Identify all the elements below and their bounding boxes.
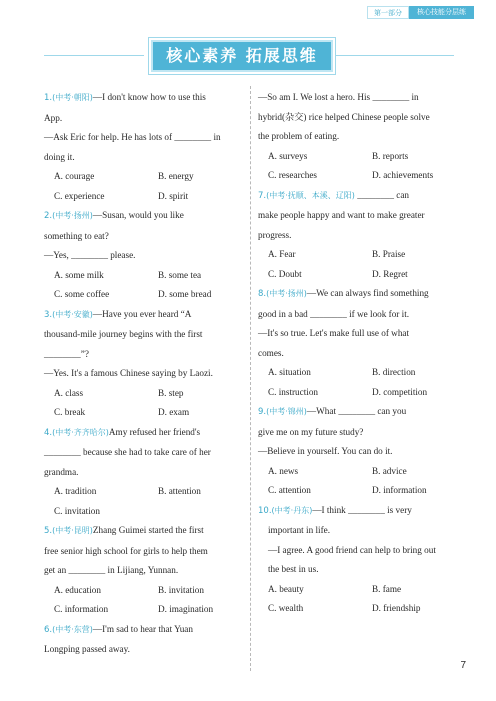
question-text: something to eat?	[44, 230, 109, 241]
question-text: —Yes. It's a famous Chinese saying by Laozi.	[44, 368, 213, 378]
option: D. competition	[372, 386, 428, 397]
answer-blank: ________	[348, 504, 385, 515]
question-text: is very	[387, 504, 412, 515]
option: A. class	[54, 387, 84, 398]
question-number: 5.	[44, 526, 53, 536]
answer-blank: ________	[44, 447, 81, 457]
question-source: (中考·昆明)	[52, 526, 93, 535]
option: C. experience	[54, 190, 105, 201]
question-8	[258, 284, 454, 402]
question-text: —I agree. A good friend can help to bring out	[268, 544, 436, 555]
answer-blank: ________	[372, 92, 410, 102]
question-number: 4.	[44, 427, 53, 438]
question-number: 9.	[258, 407, 267, 417]
question-5	[44, 521, 240, 620]
question-text: —Believe in yourself. You can do it.	[258, 446, 393, 456]
question-number: 2.	[44, 211, 53, 221]
section-tag	[367, 6, 474, 19]
question-source: (中考·安徽)	[52, 309, 93, 319]
options	[258, 580, 454, 619]
question-text: important in life.	[268, 525, 331, 535]
answer-blank: ________	[310, 308, 347, 319]
option: A. news	[268, 465, 299, 476]
question-text: make people happy and want to make greater	[258, 210, 425, 220]
question-text: Longping passed away.	[44, 644, 130, 654]
option: C. researches	[268, 170, 317, 180]
question-source: (中考·丹东)	[271, 505, 313, 515]
option: D. imagination	[158, 604, 214, 614]
option: C. information	[54, 604, 109, 614]
options	[258, 147, 454, 186]
page-title: 核心素养 拓展思维	[151, 40, 333, 72]
question-text: —Susan, would you like	[92, 210, 184, 220]
option: B. attention	[158, 486, 201, 496]
question-1: 1.(中考·朝阳)—I don't know how to use this App. —Ask Eric for help. He has lots of ________ in doing it. A. courage B. energy C. experience D. spirit	[44, 88, 240, 206]
question-text: grandma.	[44, 466, 79, 477]
question-text: Amy refused her friend's	[108, 426, 201, 437]
question-text: —It's so true. Let's make full use of what	[258, 328, 410, 338]
question-text: comes.	[258, 347, 284, 358]
option: A. education	[54, 584, 101, 595]
option: B. invitation	[158, 584, 204, 595]
options	[44, 482, 240, 521]
question-text: give me on my future study?	[258, 426, 364, 437]
question-text: App.	[44, 112, 63, 123]
left-column	[44, 88, 240, 660]
option: C. invitation	[54, 505, 100, 516]
question-10	[258, 501, 454, 619]
question-text: the best in us.	[268, 564, 319, 574]
option: D. friendship	[372, 603, 421, 613]
question-text: —I think	[312, 504, 346, 515]
question-text: can	[396, 189, 410, 200]
question-text: please.	[110, 250, 136, 260]
option: C. wealth	[268, 603, 304, 613]
question-2	[44, 206, 240, 305]
answer-blank: ________	[68, 565, 106, 575]
section-label: 核心技能分层练	[409, 6, 474, 19]
option: A. Fear	[268, 249, 296, 259]
question-6-continued	[258, 88, 454, 186]
question-text: the problem of eating.	[258, 131, 340, 141]
part-label: 第一部分	[367, 6, 409, 19]
options	[44, 581, 240, 620]
title-rule-right	[336, 55, 454, 56]
option: B. some tea	[158, 269, 202, 280]
option: D. spirit	[158, 190, 189, 201]
option: C. attention	[268, 485, 311, 495]
question-number: 3.	[44, 309, 53, 320]
option: A. situation	[268, 367, 311, 377]
question-number: 7.	[258, 190, 267, 201]
question-source: (中考·抚顺、本溪、辽阳)	[266, 190, 355, 200]
question-number: 8.	[258, 289, 267, 299]
question-source: (中考·齐齐哈尔)	[52, 427, 109, 437]
option: B. step	[158, 387, 184, 398]
option: B. energy	[158, 171, 194, 181]
option: B. fame	[372, 583, 402, 594]
options	[258, 363, 454, 402]
question-text: ”?	[80, 348, 89, 359]
page-number: 7	[460, 660, 466, 671]
option: C. Doubt	[268, 268, 302, 279]
answer-blank: ________	[174, 132, 212, 142]
question-text: —What	[306, 406, 337, 416]
option: A. beauty	[268, 583, 304, 594]
question-text: in	[411, 92, 419, 102]
question-source: (中考·锦州)	[266, 407, 307, 416]
question-source: (中考·朝阳)	[52, 93, 93, 102]
answer-blank: ________	[338, 406, 376, 416]
question-9	[258, 402, 454, 501]
options	[258, 245, 454, 284]
question-text: hybrid(杂交) rice helped Chinese people solve	[258, 111, 430, 122]
question-text: —We can always find something	[306, 288, 429, 298]
question-text: can you	[377, 406, 407, 416]
question-text: Zhang Guimei started the first	[92, 525, 204, 535]
option: C. break	[54, 407, 86, 417]
option: B. reports	[372, 150, 409, 161]
option: C. some coffee	[54, 289, 110, 299]
option: B. Praise	[372, 249, 406, 259]
option: C. instruction	[268, 386, 319, 397]
options	[44, 384, 240, 423]
question-text: free senior high school for girls to help them	[44, 545, 208, 556]
question-number: 6.	[44, 624, 53, 635]
question-source: (中考·扬州)	[52, 211, 93, 220]
option: D. information	[372, 485, 427, 495]
option: D. achievements	[372, 170, 434, 180]
options	[44, 167, 240, 206]
question-text: good in a bad	[258, 308, 308, 319]
question-3	[44, 305, 240, 423]
question-text: get an	[44, 565, 67, 575]
option: A. tradition	[54, 486, 97, 496]
column-divider	[250, 86, 251, 671]
question-text: progress.	[258, 229, 292, 240]
question-7	[258, 186, 454, 285]
option: B. direction	[372, 367, 416, 377]
question-text: because she had to take care of her	[83, 447, 211, 457]
options	[44, 266, 240, 305]
options	[258, 462, 454, 501]
answer-blank: ________	[71, 250, 108, 260]
question-source: (中考·东营)	[52, 624, 93, 634]
question-source: (中考·扬州)	[266, 289, 307, 298]
right-column	[258, 88, 454, 619]
option: D. exam	[158, 407, 190, 417]
question-text: —I'm sad to hear that Yuan	[92, 623, 193, 634]
question-number: 10.	[258, 505, 272, 516]
question-text: doing it.	[44, 151, 75, 162]
option: D. some bread	[158, 289, 212, 299]
question-text: —Ask Eric for help. He has lots of	[44, 132, 173, 142]
question-6	[44, 620, 240, 660]
question-number: 1.	[44, 93, 53, 103]
question-4	[44, 423, 240, 522]
option: B. advice	[372, 465, 407, 476]
question-text: —So am I. We lost a hero. His	[258, 92, 371, 102]
question-text: in Lijiang, Yunnan.	[107, 565, 179, 575]
answer-blank: ________	[44, 348, 81, 359]
option: A. surveys	[268, 150, 308, 161]
question-text: thousand-mile journey begins with the first	[44, 329, 203, 339]
question-text: —I don't know how to use this	[92, 92, 206, 102]
question-text: if we look for it.	[349, 308, 410, 319]
answer-blank: ________	[357, 189, 394, 200]
option: D. Regret	[372, 268, 408, 279]
option: A. courage	[54, 171, 95, 181]
question-text: —Have you ever heard “A	[92, 308, 192, 319]
option: A. some milk	[54, 269, 104, 280]
title-rule-left	[44, 55, 144, 56]
question-text: —Yes,	[44, 250, 69, 260]
